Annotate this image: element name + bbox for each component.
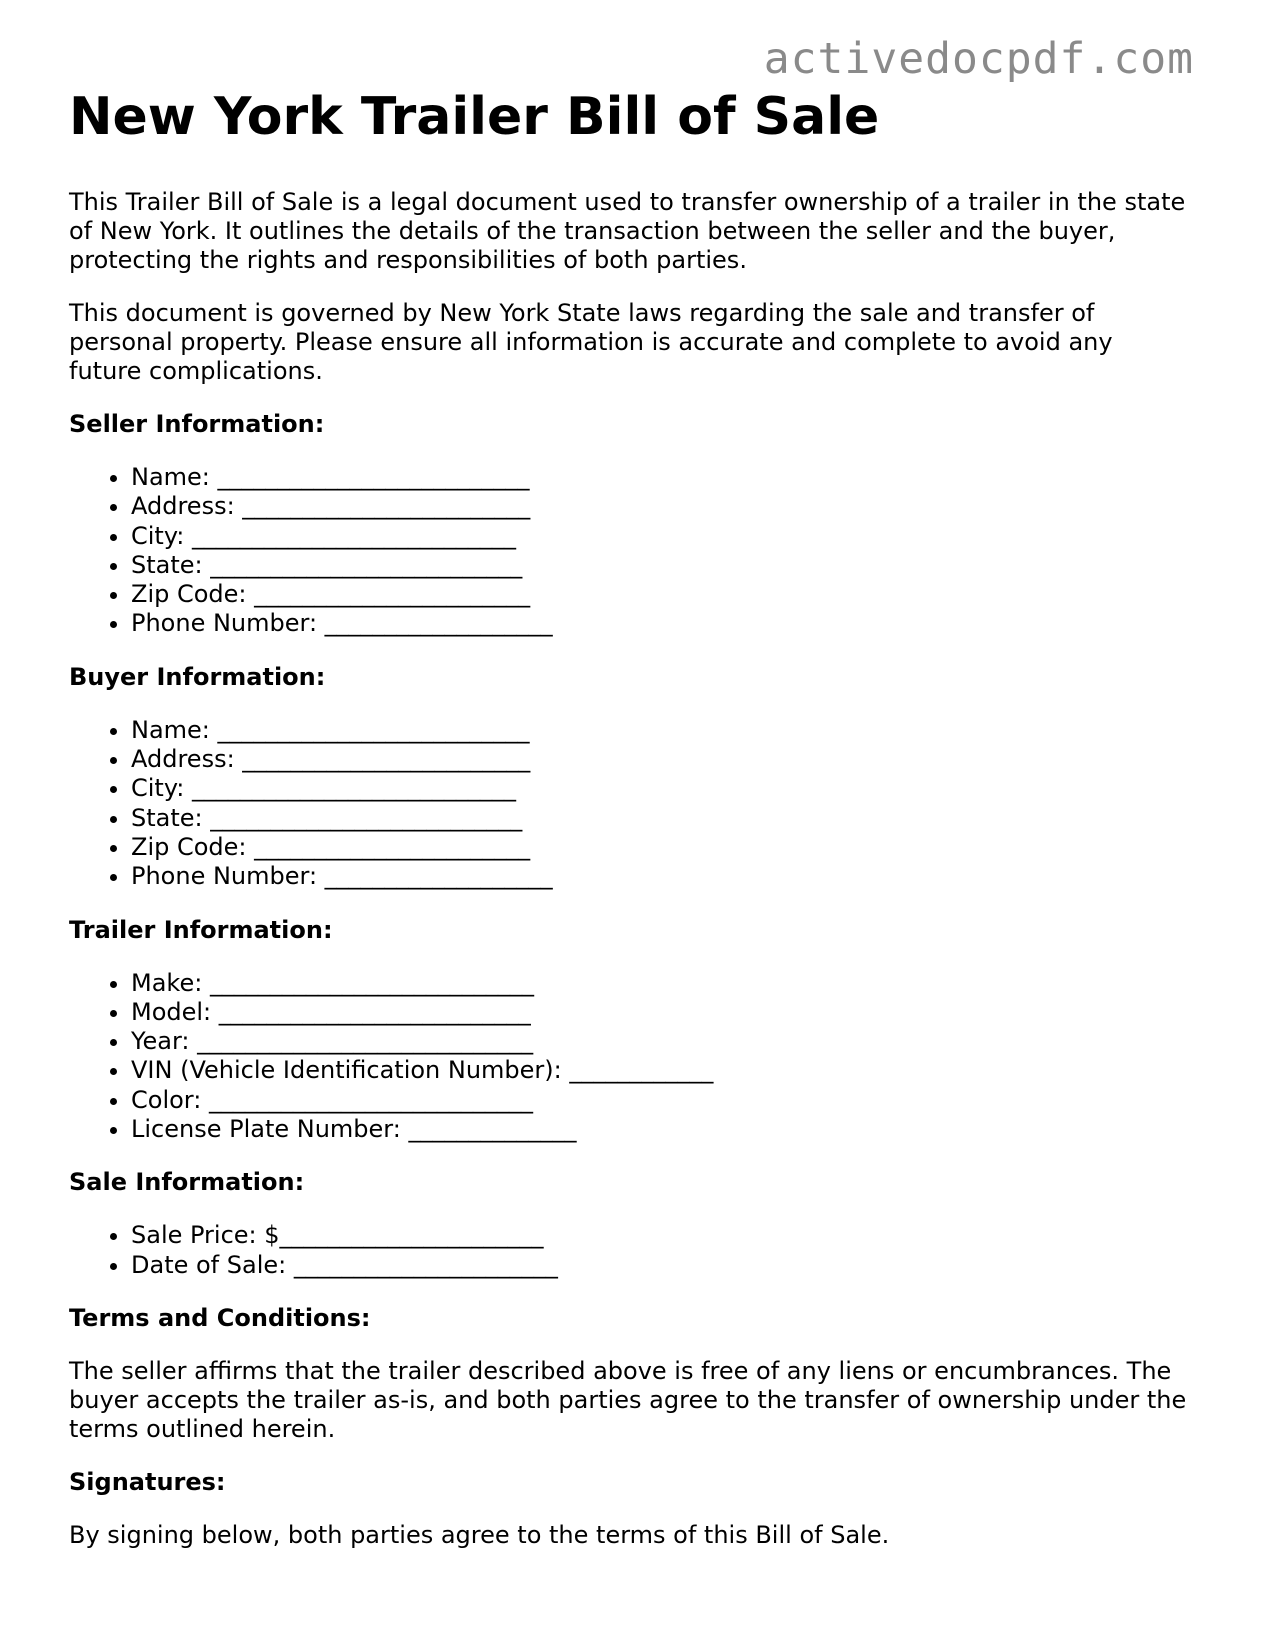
buyer-heading: Buyer Information: [69, 662, 326, 691]
buyer-address-field[interactable]: • Address: ________________________ [131, 745, 1189, 774]
trailer-vin-field[interactable]: • VIN (Vehicle Identification Number): ____________ [131, 1056, 1189, 1085]
seller-list [69, 463, 1189, 639]
sale-price-field[interactable]: • Sale Price: $______________________ [131, 1221, 1189, 1250]
governing-law-paragraph: This document is governed by New York State laws regarding the sale and transfer of personal property. Please ensure all information is accurate and complete to avoid any future complications. [69, 299, 1113, 385]
seller-address-field[interactable]: • Address: ________________________ [131, 492, 1189, 521]
trailer-heading: Trailer Information: [69, 915, 333, 944]
trailer-list [69, 969, 1189, 1145]
sale-date-field[interactable]: • Date of Sale: ______________________ [131, 1251, 1189, 1280]
seller-state-field[interactable]: • State: __________________________ [131, 551, 1189, 580]
seller-city-field[interactable]: • City: ___________________________ [131, 522, 1189, 551]
buyer-state-field[interactable]: • State: __________________________ [131, 804, 1189, 833]
seller-phone-field[interactable]: • Phone Number: ___________________ [131, 609, 1189, 638]
buyer-city-field[interactable]: • City: ___________________________ [131, 774, 1189, 803]
buyer-zip-field[interactable]: • Zip Code: _______________________ [131, 833, 1189, 862]
sale-list [69, 1221, 1189, 1280]
terms-paragraph: The seller affirms that the trailer described above is free of any liens or encumbrances. The buyer accepts the trailer as-is, and both parties agree to the transfer of ownership under the terms outlined herein. [69, 1356, 1187, 1443]
signatures-heading: Signatures: [69, 1467, 226, 1496]
buyer-name-field[interactable]: • Name: __________________________ [131, 716, 1189, 745]
signatures-paragraph: By signing below, both parties agree to the terms of this Bill of Sale. [69, 1520, 890, 1549]
trailer-plate-field[interactable]: • License Plate Number: ______________ [131, 1115, 1189, 1144]
page-title: New York Trailer Bill of Sale [69, 87, 880, 147]
trailer-make-field[interactable]: • Make: ___________________________ [131, 969, 1189, 998]
trailer-year-field[interactable]: • Year: ____________________________ [131, 1027, 1189, 1056]
document-page [69, 86, 1189, 1574]
trailer-color-field[interactable]: • Color: ___________________________ [131, 1086, 1189, 1115]
seller-heading: Seller Information: [69, 410, 325, 438]
watermark: activedocpdf.com [763, 34, 1194, 84]
terms-heading: Terms and Conditions: [69, 1303, 371, 1332]
seller-zip-field[interactable]: • Zip Code: _______________________ [131, 580, 1189, 609]
trailer-model-field[interactable]: • Model: __________________________ [131, 998, 1189, 1027]
sale-heading: Sale Information: [69, 1168, 305, 1197]
buyer-phone-field[interactable]: • Phone Number: ___________________ [131, 862, 1189, 891]
buyer-list [69, 716, 1189, 892]
seller-name-field[interactable]: • Name: __________________________ [131, 463, 1189, 492]
intro-paragraph: This Trailer Bill of Sale is a legal document used to transfer ownership of a trailer in the state of New York. It outlines the details of the transaction between the seller and the buyer, protecting the rights and responsibilities of both parties. [69, 188, 1186, 274]
